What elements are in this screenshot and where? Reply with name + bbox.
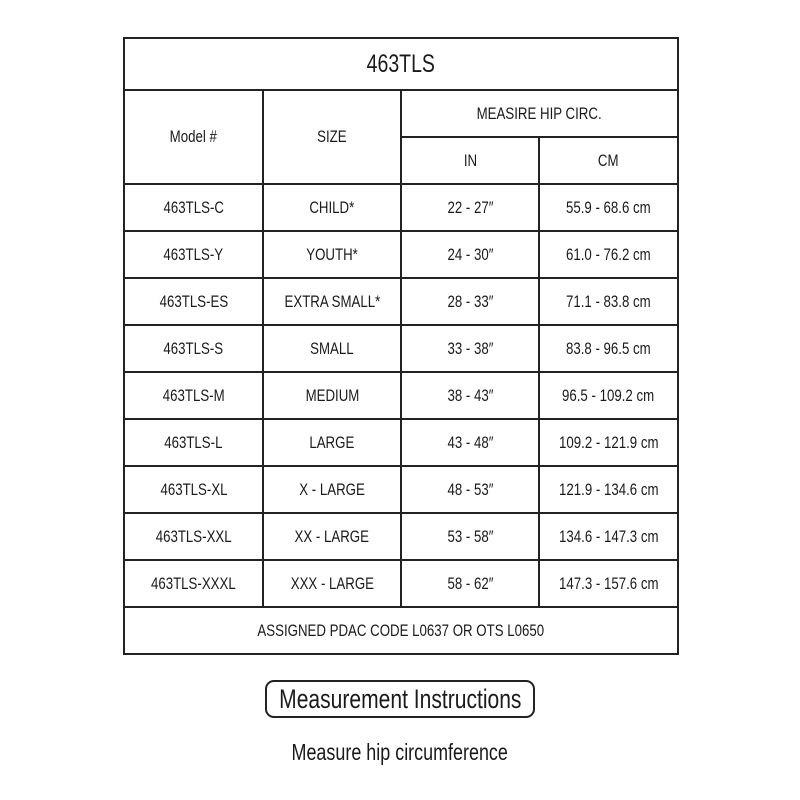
title-row: [124, 38, 678, 90]
in-value: 24 - 30″: [447, 244, 493, 264]
cell-in: [401, 184, 539, 231]
header-cm: [539, 137, 678, 184]
cm-value: 71.1 - 83.8 cm: [566, 291, 651, 311]
size-value: XXX - LARGE: [290, 573, 374, 593]
cell-size: [263, 325, 401, 372]
header-measure-group-label: MEASIRE HIP CIRC.: [476, 103, 603, 123]
cm-value: 109.2 - 121.9 cm: [558, 432, 659, 452]
cell-in: [401, 466, 539, 513]
cm-value: 134.6 - 147.3 cm: [558, 526, 659, 546]
cell-cm: [539, 419, 678, 466]
cell-size: [263, 372, 401, 419]
cell-model: [124, 560, 263, 607]
cell-cm: [539, 513, 678, 560]
cell-size: [263, 278, 401, 325]
cell-model: [124, 513, 263, 560]
cell-cm: [539, 278, 678, 325]
cm-value: 121.9 - 134.6 cm: [558, 479, 659, 499]
cell-cm: [539, 325, 678, 372]
model-value: 463TLS-ES: [159, 291, 228, 311]
cell-size: [263, 231, 401, 278]
header-measure-group: [401, 90, 678, 137]
cell-model: [124, 372, 263, 419]
table-row: [124, 560, 678, 607]
cell-cm: [539, 231, 678, 278]
cell-in: [401, 560, 539, 607]
size-value: YOUTH*: [306, 244, 358, 264]
cell-size: [263, 419, 401, 466]
size-value: LARGE: [309, 432, 355, 452]
footer-row: [124, 607, 678, 654]
in-value: 53 - 58″: [447, 526, 493, 546]
chart-title: 463TLS: [366, 49, 436, 78]
cell-model: [124, 466, 263, 513]
table-row: [124, 278, 678, 325]
model-value: 463TLS-XXL: [155, 526, 232, 546]
cell-size: [263, 184, 401, 231]
table-row: [124, 372, 678, 419]
cell-cm: [539, 184, 678, 231]
cell-in: [401, 231, 539, 278]
size-chart-table: [123, 37, 679, 655]
table-row: [124, 325, 678, 372]
size-value: MEDIUM: [305, 385, 359, 405]
table-row: [124, 231, 678, 278]
table-row: [124, 184, 678, 231]
header-model-label: Model #: [169, 127, 218, 146]
in-value: 28 - 33″: [447, 291, 493, 311]
in-value: 43 - 48″: [447, 432, 493, 452]
measurement-instructions-text: [200, 736, 600, 768]
cell-cm: [539, 372, 678, 419]
cell-in: [401, 419, 539, 466]
header-model: [124, 90, 263, 184]
cm-value: 96.5 - 109.2 cm: [562, 385, 655, 405]
cell-model: [124, 184, 263, 231]
cell-model: [124, 231, 263, 278]
cell-cm: [539, 466, 678, 513]
model-value: 463TLS-XL: [159, 479, 228, 499]
model-value: 463TLS-XXXL: [151, 573, 236, 593]
header-row-top: [124, 90, 678, 137]
cell-size: [263, 560, 401, 607]
size-chart-container: [123, 37, 677, 660]
table-row: [124, 466, 678, 513]
in-value: 48 - 53″: [447, 479, 493, 499]
cm-value: 55.9 - 68.6 cm: [566, 197, 651, 217]
cell-in: [401, 513, 539, 560]
model-value: 463TLS-L: [164, 432, 223, 452]
header-size: [263, 90, 401, 184]
measurement-instructions-body: Measure hip circumference: [291, 738, 509, 765]
in-value: 33 - 38″: [447, 338, 493, 358]
table-row: [124, 419, 678, 466]
cm-value: 83.8 - 96.5 cm: [566, 338, 651, 358]
in-value: 58 - 62″: [447, 573, 493, 593]
cell-model: [124, 278, 263, 325]
size-value: EXTRA SMALL*: [284, 291, 380, 311]
measurement-instructions-label: Measurement Instructions: [278, 683, 522, 714]
cell-in: [401, 325, 539, 372]
header-in-label: IN: [463, 150, 477, 170]
cm-value: 147.3 - 157.6 cm: [558, 573, 659, 593]
model-value: 463TLS-Y: [163, 244, 224, 264]
header-size-label: SIZE: [317, 127, 347, 146]
table-row: [124, 513, 678, 560]
size-value: CHILD*: [309, 197, 355, 217]
header-cm-label: CM: [598, 150, 619, 170]
pdac-code-cell: [124, 607, 678, 654]
model-value: 463TLS-S: [163, 338, 224, 358]
model-value: 463TLS-M: [162, 385, 225, 405]
pdac-code-note: ASSIGNED PDAC CODE L0637 OR OTS L0650: [257, 620, 545, 640]
cell-model: [124, 419, 263, 466]
size-value: XX - LARGE: [294, 526, 370, 546]
cell-size: [263, 466, 401, 513]
cell-size: [263, 513, 401, 560]
cell-cm: [539, 560, 678, 607]
in-value: 22 - 27″: [447, 197, 493, 217]
size-value: X - LARGE: [299, 479, 365, 499]
cm-value: 61.0 - 76.2 cm: [566, 244, 651, 264]
header-in: [401, 137, 539, 184]
size-value: SMALL: [310, 338, 354, 358]
cell-in: [401, 278, 539, 325]
in-value: 38 - 43″: [447, 385, 493, 405]
model-value: 463TLS-C: [163, 197, 224, 217]
measurement-instructions-heading: [265, 680, 535, 718]
cell-in: [401, 372, 539, 419]
chart-title-cell: [124, 38, 678, 90]
cell-model: [124, 325, 263, 372]
